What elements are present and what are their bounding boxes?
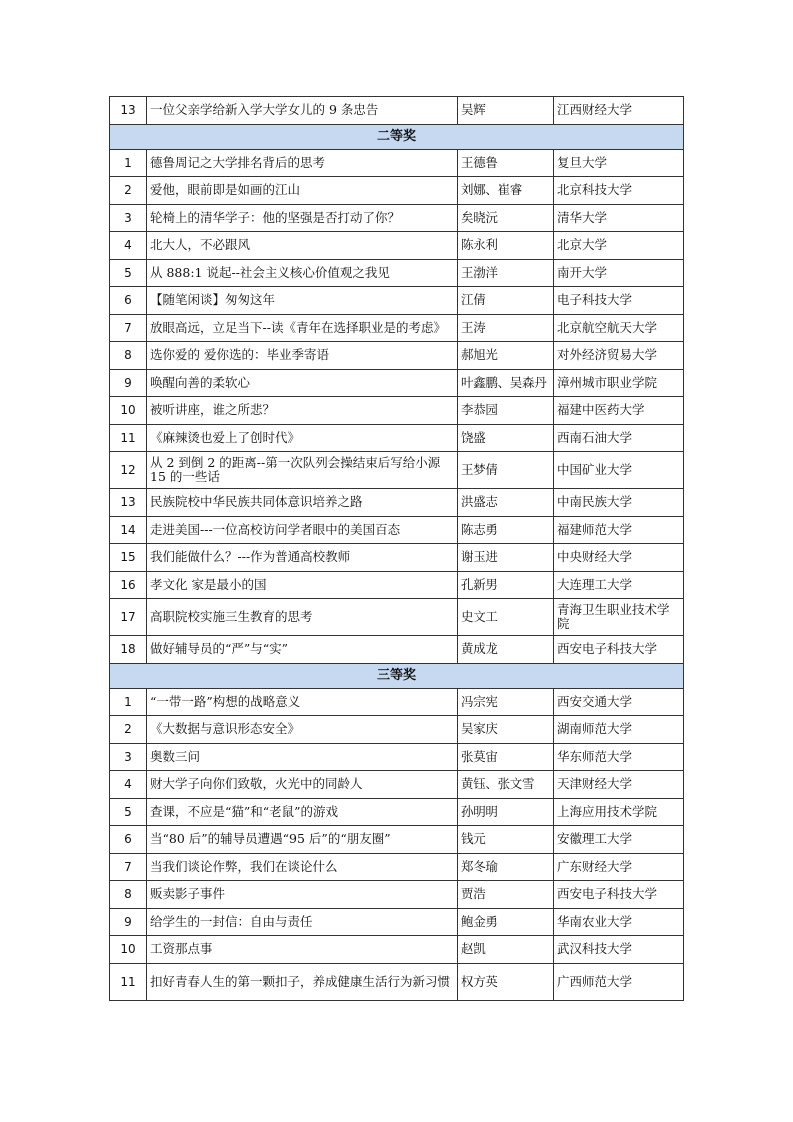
entry-title: 德鲁周记之大学排名背后的思考 bbox=[147, 149, 458, 177]
entry-number: 4 bbox=[110, 771, 147, 799]
entry-school: 清华大学 bbox=[554, 204, 684, 232]
entry-title: 被听讲座，谁之所悲？ bbox=[147, 397, 458, 425]
entry-author: 黄钰、张文雪 bbox=[458, 771, 554, 799]
entry-author: 郝旭光 bbox=[458, 342, 554, 370]
entry-number: 9 bbox=[110, 369, 147, 397]
table-row bbox=[110, 716, 684, 744]
entry-author: 王涛 bbox=[458, 314, 554, 342]
entry-number: 4 bbox=[110, 232, 147, 260]
entry-school: 西南石油大学 bbox=[554, 424, 684, 452]
entry-school: 北京航空航天大学 bbox=[554, 314, 684, 342]
entry-title: 爱他，眼前即是如画的江山 bbox=[147, 177, 458, 205]
entry-title: 唤醒向善的柔软心 bbox=[147, 369, 458, 397]
entry-number: 15 bbox=[110, 544, 147, 572]
entry-number: 17 bbox=[110, 599, 147, 636]
entry-author: 谢玉进 bbox=[458, 544, 554, 572]
entry-school: 上海应用技术学院 bbox=[554, 798, 684, 826]
entry-number: 7 bbox=[110, 853, 147, 881]
table-row bbox=[110, 963, 684, 1000]
table-row bbox=[110, 314, 684, 342]
entry-author: 孙明明 bbox=[458, 798, 554, 826]
entry-author: 权方英 bbox=[458, 963, 554, 1000]
entry-author: 吴辉 bbox=[458, 97, 554, 125]
entry-school: 西安电子科技大学 bbox=[554, 881, 684, 909]
entry-school: 西安交通大学 bbox=[554, 688, 684, 716]
entry-author: 贾浩 bbox=[458, 881, 554, 909]
entry-author: 刘娜、崔睿 bbox=[458, 177, 554, 205]
entry-title: 孝文化 家是最小的国 bbox=[147, 571, 458, 599]
entry-title: 走进美国---一位高校访问学者眼中的美国百态 bbox=[147, 516, 458, 544]
entry-author: 江倩 bbox=[458, 287, 554, 315]
entry-number: 6 bbox=[110, 826, 147, 854]
entry-title: 当我们谈论作弊，我们在谈论什么 bbox=[147, 853, 458, 881]
entry-title: 一位父亲学给新入学大学女儿的 9 条忠告 bbox=[147, 97, 458, 125]
entry-number: 5 bbox=[110, 798, 147, 826]
entry-school: 华东师范大学 bbox=[554, 743, 684, 771]
entry-author: 鲍金勇 bbox=[458, 908, 554, 936]
table-row bbox=[110, 743, 684, 771]
entry-author: 王德鲁 bbox=[458, 149, 554, 177]
entry-number: 11 bbox=[110, 963, 147, 1000]
table-row bbox=[110, 908, 684, 936]
entry-number: 14 bbox=[110, 516, 147, 544]
entry-title: 《大数据与意识形态安全》 bbox=[147, 716, 458, 744]
entry-number: 8 bbox=[110, 881, 147, 909]
entry-title: 从 2 到倒 2 的距离--第一次队列会操结束后写给小源 15 的一些话 bbox=[147, 452, 458, 489]
table-row bbox=[110, 259, 684, 287]
table-row bbox=[110, 771, 684, 799]
entry-number: 11 bbox=[110, 424, 147, 452]
entry-title: 做好辅导员的“严”与“实” bbox=[147, 636, 458, 664]
entry-title: 给学生的一封信：自由与责任 bbox=[147, 908, 458, 936]
entry-title: 从 888:1 说起--社会主义核心价值观之我见 bbox=[147, 259, 458, 287]
entry-school: 漳州城市职业学院 bbox=[554, 369, 684, 397]
table-row bbox=[110, 599, 684, 636]
entry-school: 广西师范大学 bbox=[554, 963, 684, 1000]
table-row bbox=[110, 826, 684, 854]
entry-author: 王梦倩 bbox=[458, 452, 554, 489]
entry-number: 1 bbox=[110, 149, 147, 177]
table-row bbox=[110, 936, 684, 964]
section-heading-row bbox=[110, 124, 684, 149]
table-row bbox=[110, 636, 684, 664]
entry-author: 孔新男 bbox=[458, 571, 554, 599]
entry-school: 电子科技大学 bbox=[554, 287, 684, 315]
section-heading: 二等奖 bbox=[110, 124, 684, 149]
entry-author: 饶盛 bbox=[458, 424, 554, 452]
entry-number: 9 bbox=[110, 908, 147, 936]
entry-author: 王渤洋 bbox=[458, 259, 554, 287]
table-row bbox=[110, 232, 684, 260]
entry-school: 南开大学 bbox=[554, 259, 684, 287]
entry-title: 奥数三问 bbox=[147, 743, 458, 771]
table-row bbox=[110, 204, 684, 232]
entry-title: 选你爱的 爱你选的：毕业季寄语 bbox=[147, 342, 458, 370]
entry-title: 民族院校中华民族共同体意识培养之路 bbox=[147, 489, 458, 517]
entry-school: 湖南师范大学 bbox=[554, 716, 684, 744]
entry-number: 2 bbox=[110, 177, 147, 205]
table-row bbox=[110, 688, 684, 716]
table-row bbox=[110, 544, 684, 572]
entry-title: 财大学子向你们致敬，火光中的同龄人 bbox=[147, 771, 458, 799]
entry-author: 史文工 bbox=[458, 599, 554, 636]
table-row bbox=[110, 97, 684, 125]
entry-number: 1 bbox=[110, 688, 147, 716]
entry-number: 6 bbox=[110, 287, 147, 315]
entry-school: 安徽理工大学 bbox=[554, 826, 684, 854]
entry-school: 中央财经大学 bbox=[554, 544, 684, 572]
entry-number: 7 bbox=[110, 314, 147, 342]
entry-author: 李恭园 bbox=[458, 397, 554, 425]
entry-title: 轮椅上的清华学子：他的坚强是否打动了你？ bbox=[147, 204, 458, 232]
entry-title: 贩卖影子事件 bbox=[147, 881, 458, 909]
entry-school: 北京科技大学 bbox=[554, 177, 684, 205]
entry-school: 广东财经大学 bbox=[554, 853, 684, 881]
table-row bbox=[110, 397, 684, 425]
entry-title: 高职院校实施三生教育的思考 bbox=[147, 599, 458, 636]
table-row bbox=[110, 452, 684, 489]
entry-title: 当“80 后”的辅导员遭遇“95 后”的“朋友圈” bbox=[147, 826, 458, 854]
entry-school: 北京大学 bbox=[554, 232, 684, 260]
table-row bbox=[110, 489, 684, 517]
table-row bbox=[110, 798, 684, 826]
entry-author: 叶鑫鹏、吴森丹 bbox=[458, 369, 554, 397]
entry-school: 天津财经大学 bbox=[554, 771, 684, 799]
entry-number: 3 bbox=[110, 743, 147, 771]
entry-number: 12 bbox=[110, 452, 147, 489]
award-list-body bbox=[110, 97, 684, 1001]
entry-author: 矣晓沅 bbox=[458, 204, 554, 232]
table-row bbox=[110, 342, 684, 370]
entry-number: 10 bbox=[110, 936, 147, 964]
table-row bbox=[110, 424, 684, 452]
entry-title: 放眼高远，立足当下--读《青年在选择职业是的考虑》 bbox=[147, 314, 458, 342]
table-row bbox=[110, 881, 684, 909]
entry-number: 13 bbox=[110, 97, 147, 125]
entry-author: 陈永利 bbox=[458, 232, 554, 260]
entry-author: 洪盛志 bbox=[458, 489, 554, 517]
entry-title: 查课，不应是“猫”和“老鼠”的游戏 bbox=[147, 798, 458, 826]
table-row bbox=[110, 853, 684, 881]
entry-school: 复旦大学 bbox=[554, 149, 684, 177]
entry-school: 福建中医药大学 bbox=[554, 397, 684, 425]
table-row bbox=[110, 369, 684, 397]
entry-school: 中南民族大学 bbox=[554, 489, 684, 517]
entry-author: 张莫宙 bbox=[458, 743, 554, 771]
entry-author: 冯宗宪 bbox=[458, 688, 554, 716]
section-heading-row bbox=[110, 663, 684, 688]
entry-number: 8 bbox=[110, 342, 147, 370]
entry-author: 赵凯 bbox=[458, 936, 554, 964]
entry-school: 西安电子科技大学 bbox=[554, 636, 684, 664]
entry-title: 工资那点事 bbox=[147, 936, 458, 964]
entry-school: 武汉科技大学 bbox=[554, 936, 684, 964]
entry-title: 扣好青春人生的第一颗扣子，养成健康生活行为新习惯 bbox=[147, 963, 458, 1000]
entry-school: 江西财经大学 bbox=[554, 97, 684, 125]
table-row bbox=[110, 516, 684, 544]
entry-number: 13 bbox=[110, 489, 147, 517]
table-row bbox=[110, 571, 684, 599]
table-row bbox=[110, 287, 684, 315]
entry-author: 陈志勇 bbox=[458, 516, 554, 544]
section-heading: 三等奖 bbox=[110, 663, 684, 688]
entry-author: 黄成龙 bbox=[458, 636, 554, 664]
entry-number: 3 bbox=[110, 204, 147, 232]
entry-number: 5 bbox=[110, 259, 147, 287]
entry-title: 《麻辣烫也爱上了创时代》 bbox=[147, 424, 458, 452]
table-row bbox=[110, 177, 684, 205]
entry-number: 10 bbox=[110, 397, 147, 425]
entry-author: 郑冬瑜 bbox=[458, 853, 554, 881]
entry-number: 18 bbox=[110, 636, 147, 664]
entry-school: 对外经济贸易大学 bbox=[554, 342, 684, 370]
entry-title: “一带一路”构想的战略意义 bbox=[147, 688, 458, 716]
entry-school: 青海卫生职业技术学院 bbox=[554, 599, 684, 636]
entry-title: 我们能做什么？---作为普通高校教师 bbox=[147, 544, 458, 572]
entry-school: 中国矿业大学 bbox=[554, 452, 684, 489]
table-row bbox=[110, 149, 684, 177]
entry-author: 吴家庆 bbox=[458, 716, 554, 744]
award-list-table bbox=[109, 96, 684, 1001]
entry-school: 大连理工大学 bbox=[554, 571, 684, 599]
entry-number: 2 bbox=[110, 716, 147, 744]
entry-author: 钱元 bbox=[458, 826, 554, 854]
entry-school: 福建师范大学 bbox=[554, 516, 684, 544]
entry-school: 华南农业大学 bbox=[554, 908, 684, 936]
entry-number: 16 bbox=[110, 571, 147, 599]
entry-title: 北大人，不必跟风 bbox=[147, 232, 458, 260]
entry-title: 【随笔闲谈】匆匆这年 bbox=[147, 287, 458, 315]
